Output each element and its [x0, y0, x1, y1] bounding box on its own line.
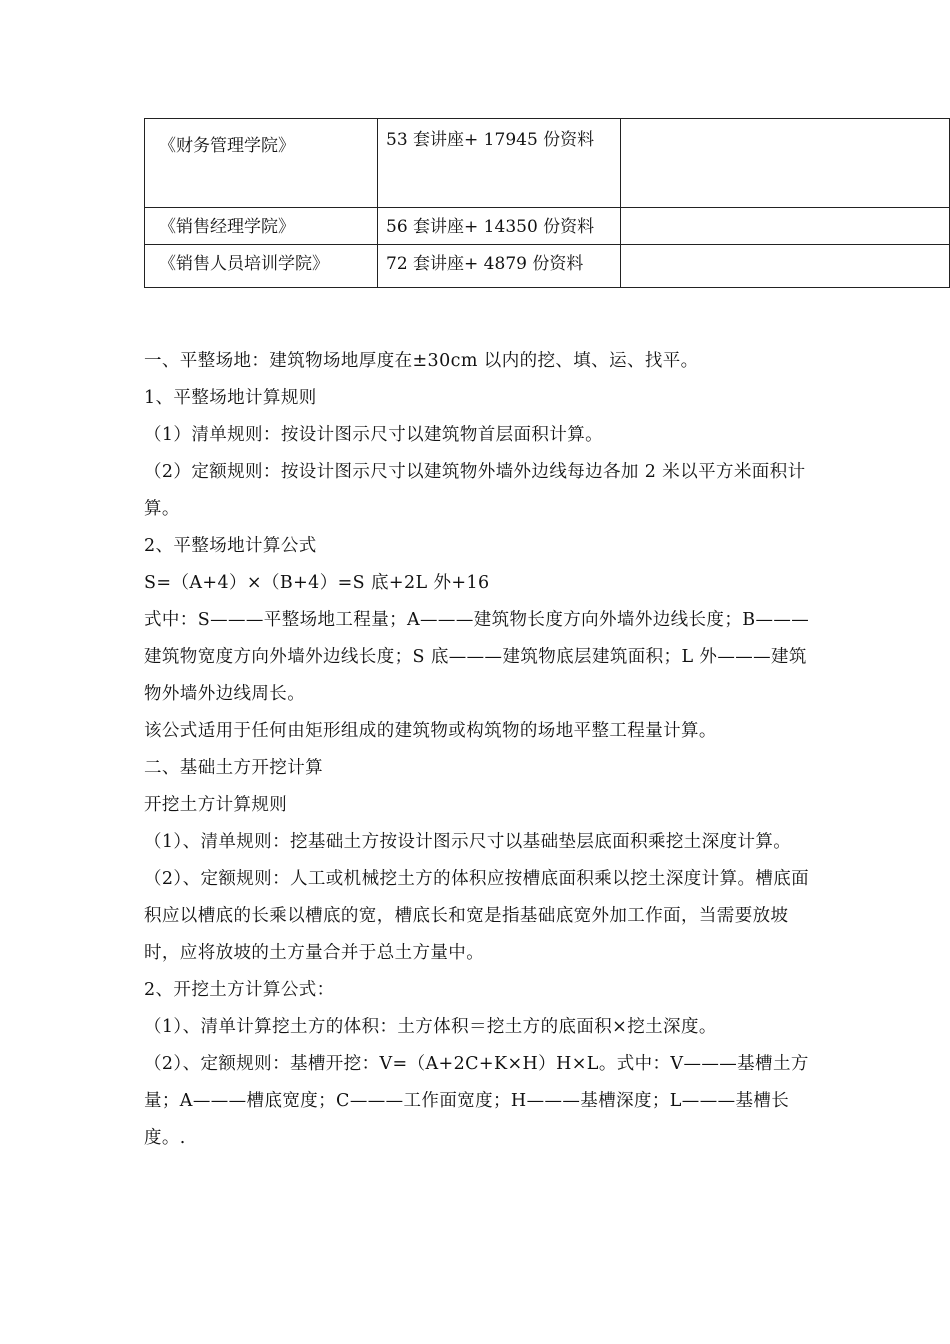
paragraph: （1）、清单计算挖土方的体积：土方体积＝挖土方的底面积×挖土深度。 — [144, 1017, 717, 1037]
paragraph: 该公式适用于任何由矩形组成的建筑物或构筑物的场地平整工程量计算。 — [144, 721, 717, 741]
paragraph: （1）、清单规则：挖基础土方按设计图示尺寸以基础垫层底面积乘挖土深度计算。 — [144, 832, 792, 852]
table-row — [145, 119, 950, 208]
resource-table — [144, 118, 950, 288]
table-cell-name: 《财务管理学院》 — [145, 119, 378, 208]
table-row — [145, 208, 950, 245]
section-heading: 一、平整场地：建筑物场地厚度在±30cm 以内的挖、填、运、找平。 — [144, 351, 699, 371]
subsection-heading: 2、平整场地计算公式 — [144, 536, 317, 556]
subsection-heading: 1、平整场地计算规则 — [144, 388, 317, 408]
table-cell-content: 72 套讲座+ 4879 份资料 — [378, 245, 621, 288]
section-heading: 二、基础土方开挖计算 — [144, 758, 323, 778]
table-cell-content: 56 套讲座+ 14350 份资料 — [378, 208, 621, 245]
paragraph: 式中：S———平整场地工程量；A———建筑物长度方向外墙外边线长度；B———建筑物宽度方向外墙外边线长度；S 底———建筑物底层建筑面积；L 外———建筑物外墙外边线周长。 — [144, 610, 810, 704]
table-row — [145, 245, 950, 288]
paragraph: （2）、定额规则：基槽开挖：V=（A+2C+K×H）H×L。式中：V———基槽土方量；A———槽底宽度；C———工作面宽度；H———基槽深度；L———基槽长度。. — [144, 1054, 809, 1148]
table-cell-extra — [621, 208, 950, 245]
subsection-heading: 2、开挖土方计算公式： — [144, 980, 335, 1000]
table-cell-extra — [621, 245, 950, 288]
paragraph: （2）定额规则：按设计图示尺寸以建筑物外墙外边线每边各加 2 米以平方米面积计算。 — [144, 462, 806, 519]
formula: S=（A+4）×（B+4）=S 底+2L 外+16 — [144, 573, 490, 593]
table-cell-name: 《销售人员培训学院》 — [145, 245, 378, 288]
table-cell-content: 53 套讲座+ 17945 份资料 — [378, 119, 621, 208]
table-cell-name: 《销售经理学院》 — [145, 208, 378, 245]
document-body — [144, 343, 814, 1157]
paragraph: （1）清单规则：按设计图示尺寸以建筑物首层面积计算。 — [144, 425, 604, 445]
table-cell-extra — [621, 119, 950, 208]
paragraph: （2）、定额规则：人工或机械挖土方的体积应按槽底面积乘以挖土深度计算。槽底面积应以槽底的长乘以槽底的宽，槽底长和宽是指基础底宽外加工作面，当需要放坡时，应将放坡的土方量合并于总土方量中。 — [144, 869, 810, 963]
subsection-heading: 开挖土方计算规则 — [144, 795, 288, 815]
